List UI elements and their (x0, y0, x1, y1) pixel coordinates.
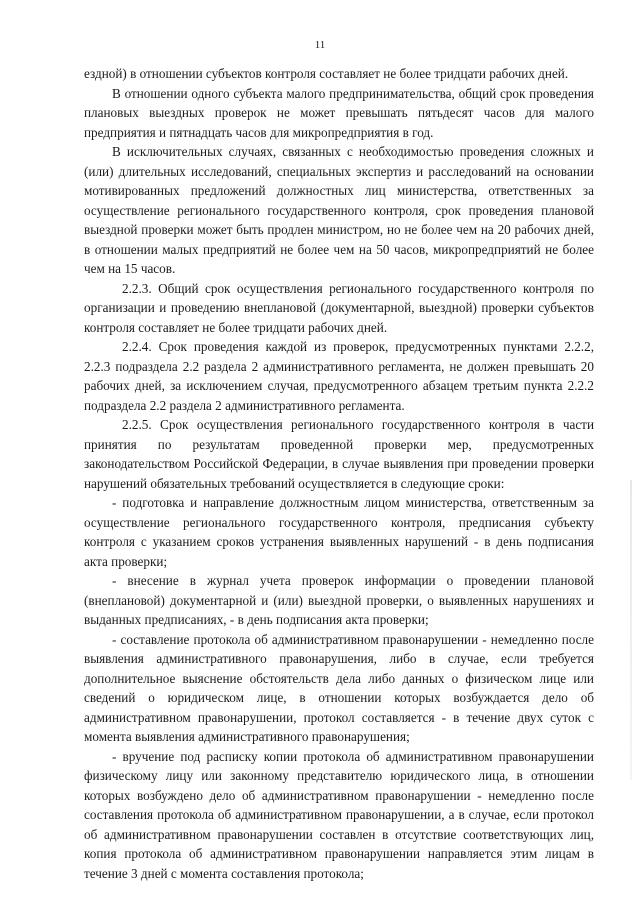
paragraph: В исключительных случаях, связанных с необходимостью проведения сложных и (или) длительных исследований, специальных экспертиз и расследований на основании мотивированных предложений должностных лиц министерства, ответственных за осуществление регионального государственного контроля, срок проведения плановой выездной проверки может быть продлен министром, но не более чем на 20 рабочих дней, в отношении малых предприятий не более чем на 50 часов, микропредприятий не более чем на 15 часов. (84, 144, 594, 276)
paragraph: ездной) в отношении субъектов контроля составляет не более тридцати рабочих дней. (84, 66, 569, 81)
list-item: - внесение в журнал учета проверок информации о проведении плановой (внеплановой) документарной и (или) выездной проверки, о выявленных нарушениях и выданных предписаниях, - в день подписания акта проверки; (84, 573, 594, 627)
document-body (84, 64, 594, 883)
paragraph: 2.2.4. Срок проведения каждой из проверок, предусмотренных пунктами 2.2.2, 2.2.3 подраздела 2.2 раздела 2 административного регламента, не должен превышать 20 рабочих дней, за исключением случая, предусмотренного абзацем третьим пункта 2.2.2 подраздела 2.2 раздела 2 административного регламента. (84, 339, 594, 413)
paragraph: 2.2.5. Срок осуществления регионального государственного контроля в части принятия по результатам проведенной проверки мер, предусмотренных законодательством Российской Федерации, в случае выявления при проведении проверки нарушений обязательных требований осуществляется в следующие сроки: (84, 417, 594, 491)
scan-margin-artifact (630, 480, 632, 780)
paragraph: 2.2.3. Общий срок осуществления регионального государственного контроля по организации и проведению внеплановой (документарной, выездной) проверки субъектов контроля составляет не более тридцати рабочих дней. (84, 280, 594, 335)
list-item: - подготовка и направление должностным лицом министерства, ответственным за осуществление регионального государственного контроля, предписания субъекту контроля с указанием сроков устранения выявленных нарушений - в день подписания акта проверки; (84, 495, 594, 569)
list-item: - составление протокола об административном правонарушении - немедленно после выявления административного правонарушения, либо в случае, если требуется дополнительное выяснение обстоятельств дела либо данных о физическом лице или сведений о юридическом лице, в отношении которых возбуждается дело об административном правонарушении, протокол составляется - в течение двух суток с момента выявления административного правонарушения; (84, 631, 594, 744)
paragraph: В отношении одного субъекта малого предпринимательства, общий срок проведения плановых выездных проверок не может превышать пятьдесят часов для малого предприятия и пятнадцать часов для микропредприятия в год. (84, 85, 594, 140)
list-item: - вручение под расписку копии протокола об административном правонарушении физическому лицу или законному представителю юридического лица, в отношении которых возбуждено дело об административном правонарушении - немедленно после составления протокола об административном правонарушении, а в случае, если протокол об административном правонарушении составлен в отсутствие соответствующих лиц, копия протокола об административном правонарушении направляется этим лицам в течение 3 дней с момента составления протокола; (84, 748, 594, 881)
page-number: 11 (314, 39, 326, 51)
